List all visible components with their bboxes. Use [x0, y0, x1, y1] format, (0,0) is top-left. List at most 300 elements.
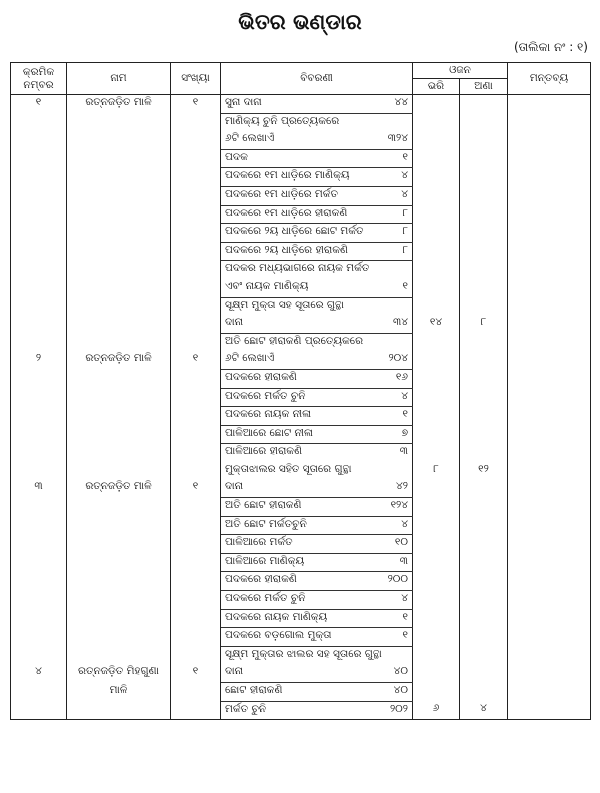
table-row — [11, 369, 591, 388]
description-count: ୪୪ — [394, 96, 408, 108]
quantity-cell — [171, 444, 221, 462]
remarks-cell — [508, 95, 591, 114]
quantity-cell — [171, 609, 221, 628]
serial-cell — [11, 646, 67, 664]
description-count: ୧୨୪ — [390, 499, 408, 512]
description-text: ଅତି ଛୋଟ ମର୍କତଚୁନି — [225, 517, 307, 530]
weight-bhari-cell — [413, 609, 460, 628]
table-row — [11, 205, 591, 224]
description-text: ପଦକରେ ନାୟକ ନୀଳା — [225, 408, 312, 421]
remarks-cell — [508, 205, 591, 224]
description-text: ପାଳିଆରେ ହୀରାକଣି — [225, 445, 303, 458]
weight-ana-cell — [460, 591, 508, 610]
header-quantity: ସଂଖ୍ୟା — [171, 63, 221, 95]
description-count: ୪ — [401, 169, 408, 182]
weight-bhari-cell — [413, 351, 460, 369]
quantity-cell — [171, 297, 221, 315]
remarks-cell — [508, 444, 591, 462]
description-text: ମର୍କତ ଚୁନି — [225, 702, 267, 715]
table-row — [11, 242, 591, 261]
description-count: ୩୨୪ — [387, 132, 408, 145]
description-count: ୧ — [402, 150, 408, 163]
quantity-cell — [171, 407, 221, 426]
weight-bhari-cell — [413, 516, 460, 535]
description-cell — [221, 242, 413, 261]
remarks-cell — [508, 701, 591, 720]
description-count: ୮ — [402, 243, 408, 256]
description-cell — [221, 701, 413, 720]
remarks-cell — [508, 261, 591, 279]
description-text: ଏବଂ ନାୟକ ମାଣିକ୍ୟ — [225, 279, 309, 292]
name-cell — [67, 701, 171, 720]
description-count: ୮ — [402, 206, 408, 219]
weight-ana-cell: ୮ — [460, 315, 508, 333]
description-text: ସୂକ୍ଷ୍ମ ମୁକ୍ତା ସହ ସୂତାରେ ଗୁନ୍ଥା — [225, 298, 344, 311]
description-text: ସୁନା ଦାନା — [225, 96, 262, 108]
weight-bhari-cell — [413, 683, 460, 702]
remarks-cell — [508, 315, 591, 333]
description-count: ୭ — [401, 426, 408, 439]
weight-ana-cell — [460, 131, 508, 149]
table-row — [11, 186, 591, 205]
weight-ana-cell — [460, 333, 508, 351]
name-cell — [67, 113, 171, 131]
weight-ana-cell — [460, 388, 508, 407]
name-cell — [67, 609, 171, 628]
weight-ana-cell — [460, 444, 508, 462]
serial-cell — [11, 572, 67, 591]
table-row — [11, 609, 591, 628]
name-cell — [67, 186, 171, 205]
weight-ana-cell — [460, 425, 508, 444]
name-cell — [67, 297, 171, 315]
description-count: ୪ — [401, 517, 408, 530]
description-count: ୨୦୨ — [389, 702, 408, 715]
remarks-cell — [508, 224, 591, 243]
description-cell — [221, 516, 413, 535]
table-row — [11, 628, 591, 647]
table-row — [11, 388, 591, 407]
quantity-cell — [171, 149, 221, 168]
serial-cell — [11, 369, 67, 388]
header-remarks: ମନ୍ତବ୍ୟ — [508, 63, 591, 95]
description-text: ଦାନା — [225, 480, 244, 493]
table-row — [11, 646, 591, 664]
name-cell — [67, 516, 171, 535]
description-cell — [221, 628, 413, 647]
weight-ana-cell — [460, 224, 508, 243]
remarks-cell — [508, 388, 591, 407]
weight-bhari-cell — [413, 664, 460, 682]
description-cell — [221, 444, 413, 462]
inventory-body — [11, 95, 591, 720]
weight-bhari-cell — [413, 205, 460, 224]
quantity-cell — [171, 131, 221, 149]
weight-ana-cell — [460, 407, 508, 426]
description-count: ୪ — [401, 187, 408, 200]
name-cell — [67, 333, 171, 351]
weight-bhari-cell: ୮ — [413, 462, 460, 480]
remarks-cell — [508, 664, 591, 682]
weight-ana-cell — [460, 279, 508, 297]
description-cell — [221, 591, 413, 610]
remarks-cell — [508, 609, 591, 628]
description-count: ୪୦ — [393, 684, 408, 696]
quantity-cell — [171, 498, 221, 517]
weight-ana-cell — [460, 479, 508, 497]
description-text: ପଦକରେ ହୀରାକଣି — [225, 573, 297, 586]
description-text: ପଦକରେ ନାୟକ ମାଣିକ୍ୟ — [225, 610, 328, 623]
description-text: ପଦକରେ ୨ୟ ଧାଡ଼ିରେ ହୀରାକଣି — [225, 243, 348, 256]
remarks-cell — [508, 279, 591, 297]
description-text: ସୂକ୍ଷ୍ମ ମୁକ୍ତାର ଝାଲର ସହ ସୂତାରେ ଗୁନ୍ଥା — [225, 647, 382, 660]
table-row — [11, 572, 591, 591]
description-text: ଛୋଟ ହୀରାକଣି — [225, 684, 283, 696]
description-cell — [221, 407, 413, 426]
serial-cell — [11, 205, 67, 224]
description-cell — [221, 388, 413, 407]
description-text: ଅତି ଛୋଟ ହୀରାକଣି — [225, 499, 302, 512]
serial-cell — [11, 279, 67, 297]
description-count: ୧୦ — [394, 536, 408, 549]
description-count: ୧ — [402, 279, 408, 292]
name-cell — [67, 369, 171, 388]
remarks-cell — [508, 168, 591, 187]
description-cell — [221, 95, 413, 114]
serial-cell — [11, 609, 67, 628]
header-description: ବିବରଣୀ — [221, 63, 413, 95]
description-text: ପଦକରେ ମର୍କତ ଚୁନି — [225, 389, 306, 402]
weight-ana-cell — [460, 516, 508, 535]
remarks-cell — [508, 333, 591, 351]
remarks-cell — [508, 407, 591, 426]
serial-cell — [11, 297, 67, 315]
name-cell — [67, 131, 171, 149]
serial-cell — [11, 261, 67, 279]
serial-cell — [11, 498, 67, 517]
description-text: ୬ଟି ଲେଖାଏଁ — [225, 132, 275, 145]
remarks-cell — [508, 516, 591, 535]
table-row — [11, 444, 591, 462]
quantity-cell — [171, 369, 221, 388]
description-cell — [221, 479, 413, 497]
description-cell — [221, 205, 413, 224]
description-count: ୧୬ — [395, 370, 408, 383]
remarks-cell — [508, 553, 591, 572]
table-row — [11, 591, 591, 610]
name-cell: ରତ୍ନଜଡ଼ିତ ମାଳି — [67, 95, 171, 114]
name-cell — [67, 261, 171, 279]
description-cell — [221, 149, 413, 168]
quantity-cell — [171, 242, 221, 261]
description-text: ପଦକରେ ୨ୟ ଧାଡ଼ିରେ ଛୋଟ ମର୍କତ — [225, 225, 364, 238]
serial-cell — [11, 683, 67, 702]
weight-ana-cell — [460, 664, 508, 682]
remarks-cell — [508, 591, 591, 610]
quantity-cell — [171, 315, 221, 333]
name-cell — [67, 535, 171, 554]
table-row — [11, 224, 591, 243]
header-weight: ଓଜନ — [413, 63, 508, 79]
remarks-cell — [508, 683, 591, 702]
quantity-cell: ୧ — [171, 479, 221, 497]
page-title: ଭିତର ଭଣ୍ଡାର — [238, 10, 362, 34]
description-cell — [221, 224, 413, 243]
weight-bhari-cell — [413, 444, 460, 462]
weight-ana-cell — [460, 205, 508, 224]
weight-bhari-cell — [413, 95, 460, 114]
weight-bhari-cell — [413, 553, 460, 572]
serial-cell — [11, 168, 67, 187]
quantity-cell — [171, 388, 221, 407]
weight-bhari-cell — [413, 535, 460, 554]
table-row — [11, 351, 591, 369]
serial-cell — [11, 131, 67, 149]
weight-bhari-cell — [413, 186, 460, 205]
serial-cell — [11, 701, 67, 720]
description-text: ପାଳିଆରେ ମର୍କତ — [225, 536, 293, 549]
serial-cell — [11, 113, 67, 131]
description-text: ଦାନା — [225, 665, 244, 678]
serial-cell — [11, 553, 67, 572]
weight-ana-cell — [460, 149, 508, 168]
description-count: ୩ — [399, 445, 408, 458]
weight-ana-cell: ୪ — [460, 701, 508, 720]
quantity-cell — [171, 261, 221, 279]
weight-ana-cell — [460, 186, 508, 205]
inventory-table — [10, 62, 591, 720]
description-cell — [221, 609, 413, 628]
name-cell: ରତ୍ନଜଡ଼ିତ ମିହଗୁଣା — [67, 664, 171, 682]
name-cell — [67, 444, 171, 462]
description-text: ପଦକର ମଧ୍ୟଭାଗରେ ନାୟକ ମର୍କତ — [225, 262, 370, 275]
description-count: ୪ — [401, 592, 408, 605]
table-row — [11, 113, 591, 131]
serial-cell — [11, 242, 67, 261]
quantity-cell — [171, 591, 221, 610]
name-cell — [67, 407, 171, 426]
weight-ana-cell — [460, 683, 508, 702]
quantity-cell — [171, 535, 221, 554]
remarks-cell — [508, 351, 591, 369]
remarks-cell — [508, 479, 591, 497]
name-cell — [67, 646, 171, 664]
quantity-cell — [171, 425, 221, 444]
serial-cell — [11, 591, 67, 610]
weight-bhari-cell — [413, 425, 460, 444]
table-row — [11, 425, 591, 444]
description-cell — [221, 646, 413, 664]
weight-bhari-cell — [413, 646, 460, 664]
weight-ana-cell — [460, 351, 508, 369]
table-row — [11, 516, 591, 535]
weight-bhari-cell — [413, 113, 460, 131]
description-count: ୪୦ — [393, 665, 408, 678]
weight-ana-cell — [460, 261, 508, 279]
remarks-cell — [508, 498, 591, 517]
weight-bhari-cell — [413, 261, 460, 279]
description-cell — [221, 186, 413, 205]
description-cell — [221, 279, 413, 297]
header-ana: ଅଣା — [460, 79, 508, 95]
description-text: ପଦକରେ ବଡ଼ଗୋଲ ମୁକ୍ତା — [225, 629, 332, 642]
weight-ana-cell — [460, 95, 508, 114]
quantity-cell — [171, 113, 221, 131]
description-count: ୧ — [402, 610, 408, 623]
weight-ana-cell — [460, 628, 508, 647]
name-cell — [67, 388, 171, 407]
table-row — [11, 95, 591, 114]
quantity-cell — [171, 186, 221, 205]
name-cell: ରତ୍ନଜଡ଼ିତ ମାଳି — [67, 351, 171, 369]
table-row — [11, 535, 591, 554]
name-cell — [67, 242, 171, 261]
description-count: ୪ — [401, 389, 408, 402]
description-text: ପାଳିଆରେ ଛୋଟ ନୀଳା — [225, 426, 313, 439]
name-cell — [67, 149, 171, 168]
table-row — [11, 333, 591, 351]
description-cell — [221, 351, 413, 369]
name-cell: ମାଳି — [67, 683, 171, 702]
table-number: (ତାଲିକା ନଂ : ୧) — [513, 40, 588, 54]
description-text: ଅତି ଛୋଟ ହୀରାକଣି ପ୍ରତ୍ୟେକରେ — [225, 334, 364, 347]
name-cell: ରତ୍ନଜଡ଼ିତ ମାଳି — [67, 479, 171, 497]
weight-ana-cell — [460, 498, 508, 517]
weight-ana-cell — [460, 609, 508, 628]
weight-bhari-cell — [413, 242, 460, 261]
remarks-cell — [508, 425, 591, 444]
quantity-cell — [171, 553, 221, 572]
description-cell — [221, 315, 413, 333]
weight-ana-cell — [460, 113, 508, 131]
quantity-cell — [171, 628, 221, 647]
name-cell — [67, 498, 171, 517]
description-cell — [221, 535, 413, 554]
description-text: ପଦକରେ ମର୍କତ ଚୁନି — [225, 592, 306, 605]
table-row — [11, 498, 591, 517]
description-count: ୨୦୪ — [388, 352, 408, 365]
description-text: ପଦକରେ ୧ମ ଧାଡ଼ିରେ ମର୍କତ — [225, 187, 338, 200]
serial-cell — [11, 315, 67, 333]
weight-bhari-cell — [413, 297, 460, 315]
weight-bhari-cell — [413, 407, 460, 426]
remarks-cell — [508, 646, 591, 664]
weight-ana-cell — [460, 572, 508, 591]
serial-cell — [11, 516, 67, 535]
weight-ana-cell — [460, 168, 508, 187]
name-cell — [67, 168, 171, 187]
description-text: ପଦକରେ ୧ମ ଧାଡ଼ିରେ ହୀରାକଣି — [225, 206, 348, 219]
name-cell — [67, 205, 171, 224]
weight-bhari-cell — [413, 131, 460, 149]
name-cell — [67, 425, 171, 444]
name-cell — [67, 315, 171, 333]
table-row — [11, 315, 591, 333]
description-cell — [221, 572, 413, 591]
description-cell — [221, 553, 413, 572]
description-cell — [221, 498, 413, 517]
serial-cell: ୨ — [11, 351, 67, 369]
weight-bhari-cell: ୧୪ — [413, 315, 460, 333]
quantity-cell — [171, 224, 221, 243]
weight-bhari-cell — [413, 388, 460, 407]
serial-cell — [11, 224, 67, 243]
serial-cell: ୧ — [11, 95, 67, 114]
description-count: ୮ — [402, 225, 408, 238]
description-text: ପଦକରେ ହୀରାକଣି — [225, 370, 297, 383]
name-cell — [67, 224, 171, 243]
description-text: ୬ଟି ଲେଖାଏଁ — [225, 352, 275, 365]
quantity-cell: ୧ — [171, 351, 221, 369]
quantity-cell — [171, 279, 221, 297]
description-cell — [221, 131, 413, 149]
description-text: ପଦକରେ ୧ମ ଧାଡ଼ିରେ ମାଣିକ୍ୟ — [225, 169, 350, 182]
description-count: ୧ — [402, 408, 408, 421]
weight-bhari-cell — [413, 224, 460, 243]
table-row — [11, 279, 591, 297]
remarks-cell — [508, 149, 591, 168]
description-cell — [221, 333, 413, 351]
description-cell — [221, 168, 413, 187]
description-count: ୪୨ — [396, 480, 408, 493]
weight-bhari-cell — [413, 279, 460, 297]
weight-bhari-cell — [413, 498, 460, 517]
remarks-cell — [508, 113, 591, 131]
weight-bhari-cell — [413, 572, 460, 591]
quantity-cell — [171, 168, 221, 187]
serial-cell: ୩ — [11, 479, 67, 497]
weight-bhari-cell: ୬ — [413, 701, 460, 720]
serial-cell — [11, 462, 67, 480]
remarks-cell — [508, 131, 591, 149]
weight-bhari-cell — [413, 333, 460, 351]
description-text: ପାଳିଆରେ ମାଣିକ୍ୟ — [225, 554, 305, 567]
table-row — [11, 701, 591, 720]
weight-bhari-cell — [413, 168, 460, 187]
weight-bhari-cell — [413, 591, 460, 610]
description-cell — [221, 113, 413, 131]
table-row — [11, 131, 591, 149]
weight-ana-cell — [460, 242, 508, 261]
quantity-cell — [171, 205, 221, 224]
weight-ana-cell — [460, 646, 508, 664]
quantity-cell — [171, 701, 221, 720]
description-cell — [221, 462, 413, 480]
table-row — [11, 683, 591, 702]
quantity-cell — [171, 516, 221, 535]
weight-bhari-cell — [413, 479, 460, 497]
weight-bhari-cell — [413, 149, 460, 168]
weight-ana-cell — [460, 535, 508, 554]
description-count: ୨୦୦ — [387, 573, 408, 586]
quantity-cell — [171, 333, 221, 351]
remarks-cell — [508, 186, 591, 205]
table-row — [11, 479, 591, 497]
weight-bhari-cell — [413, 369, 460, 388]
serial-cell — [11, 425, 67, 444]
quantity-cell — [171, 462, 221, 480]
description-count: ୧ — [402, 629, 408, 642]
table-row — [11, 149, 591, 168]
remarks-cell — [508, 462, 591, 480]
description-text: ପଦକ — [225, 150, 248, 163]
description-count: ୩ — [399, 554, 408, 567]
weight-ana-cell — [460, 297, 508, 315]
remarks-cell — [508, 628, 591, 647]
description-text: ଦାନା — [225, 316, 244, 329]
remarks-cell — [508, 535, 591, 554]
serial-cell — [11, 149, 67, 168]
